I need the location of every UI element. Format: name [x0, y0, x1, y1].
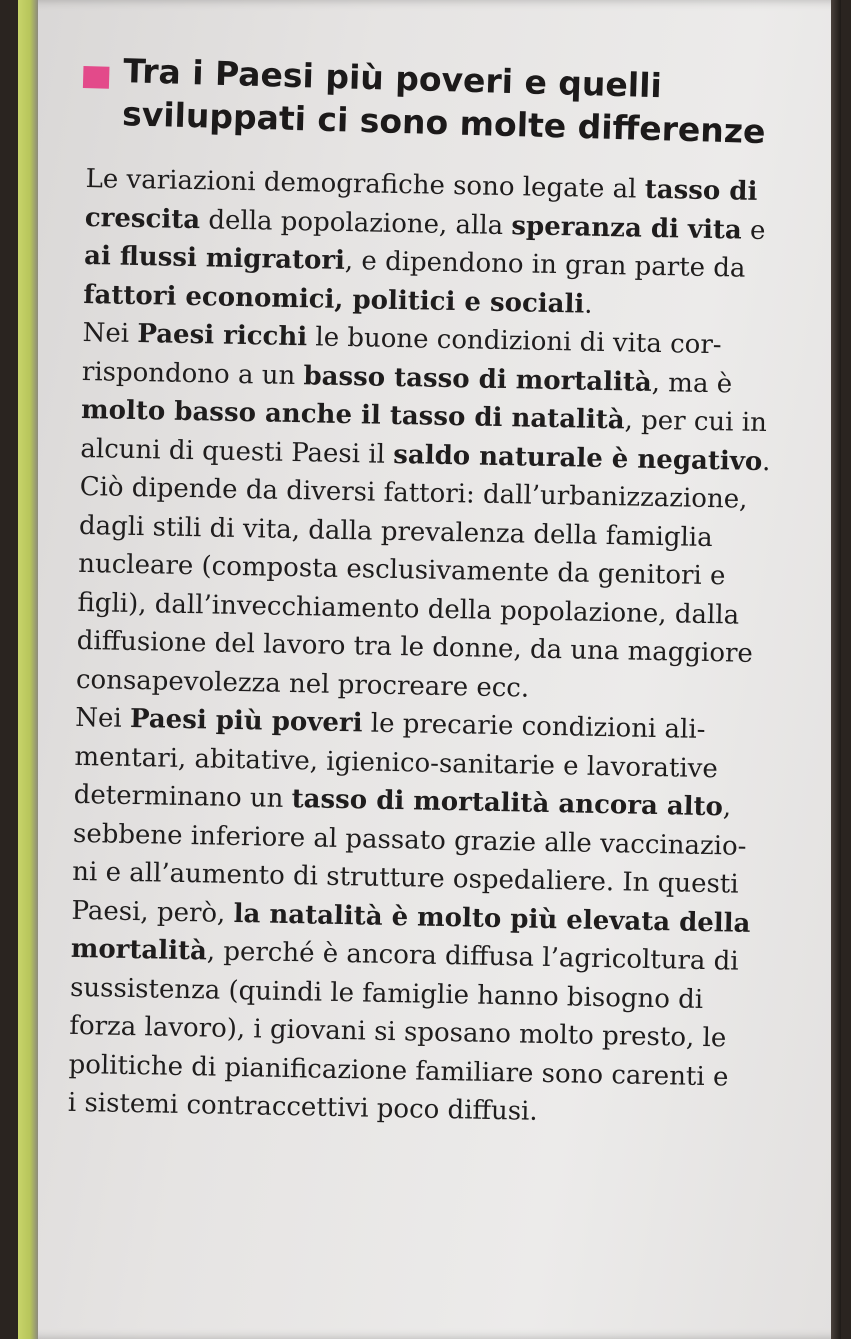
text-run: Nei — [74, 702, 131, 734]
bold-text: saldo naturale è negativo — [392, 439, 763, 477]
text-run: mentari, abitative, igienico-sanitarie e lavorative — [74, 741, 719, 784]
text-run: della popolazione, alla — [199, 204, 512, 241]
bold-text: fattori economici, politici e sociali — [83, 279, 585, 320]
text-run: diffusione del lavoro tra le donne, da una maggiore — [76, 625, 754, 669]
text-run: forza lavoro), i giovani si sposano molto presto, le — [69, 1010, 727, 1054]
bold-text: crescita — [84, 202, 201, 235]
text-run: consapevolezza nel procreare ecc. — [75, 664, 530, 704]
text-run: politiche di pianificazione familiare sono carenti e — [68, 1049, 729, 1092]
bold-text: molto basso anche il tasso di natalità — [80, 394, 625, 436]
heading-line-2: sviluppati ci sono molte differenze — [121, 94, 766, 152]
section-heading — [80, 48, 802, 154]
text-run: le buone condizioni di vita cor- — [306, 322, 722, 361]
text-run: dagli stili di vita, dalla prevalenza della famiglia — [78, 510, 713, 553]
text-run: nucleare (composta esclusivamente da genitori e — [77, 548, 726, 592]
bold-text: ai flussi migratori — [83, 240, 346, 276]
text-run: e — [741, 215, 766, 246]
bold-text: speranza di vita — [511, 210, 743, 246]
text-run: . — [761, 446, 771, 477]
bold-text: Paesi più poveri — [129, 703, 363, 739]
text-run: determinano un — [73, 779, 292, 815]
text-run: alcuni di questi Paesi il — [80, 433, 394, 470]
text-run: rispondono a un — [81, 356, 304, 391]
bold-text: Paesi ricchi — [137, 319, 308, 353]
text-run: , perché è ancora diffusa l’agricoltura di — [206, 936, 739, 977]
text-run: le precarie condizioni ali- — [362, 708, 706, 745]
text-run: i sistemi contraccettivi poco diffusi. — [67, 1087, 538, 1127]
bold-text: tasso di — [644, 174, 758, 207]
bold-text: la natalità è molto più elevata della — [233, 898, 751, 939]
body-text — [68, 160, 846, 1137]
text-run: ni e all’aumento di strutture ospedaliere. In questi — [72, 856, 739, 900]
text-run: , per cui in — [624, 405, 768, 439]
bold-text: tasso di mortalità ancora alto — [291, 784, 724, 823]
heading-square-icon — [83, 66, 110, 89]
text-run: , e dipendono in gran parte da — [344, 245, 746, 284]
bold-text: mortalità — [70, 933, 208, 967]
text-run: Paesi, però, — [71, 895, 234, 929]
book-page — [18, 0, 841, 1339]
text-run: sussistenza (quindi le famiglie hanno bisogno di — [69, 972, 704, 1015]
paragraph-2 — [76, 314, 843, 714]
heading-line-1: Tra i Paesi più poveri e quelli — [122, 51, 663, 106]
paragraph-1 — [83, 160, 846, 329]
text-run: Le variazioni demografiche sono legate al — [85, 163, 646, 205]
text-run: , — [722, 792, 732, 823]
text-run: Ciò dipende da diversi fattori: dall’urbanizzazione, — [79, 471, 748, 515]
text-run: . — [584, 289, 593, 320]
heading-text — [122, 49, 802, 154]
page-edge-left — [18, 0, 38, 1339]
text-run: figli), dall’invecchiamento della popolazione, dalla — [77, 587, 740, 631]
text-run: sebbene inferiore al passato grazie alle vaccinazio- — [72, 818, 747, 862]
paragraph-3 — [68, 699, 836, 1137]
text-run: , ma è — [651, 367, 733, 399]
bold-text: basso tasso di mortalità — [303, 360, 653, 398]
text-run: Nei — [82, 317, 138, 350]
